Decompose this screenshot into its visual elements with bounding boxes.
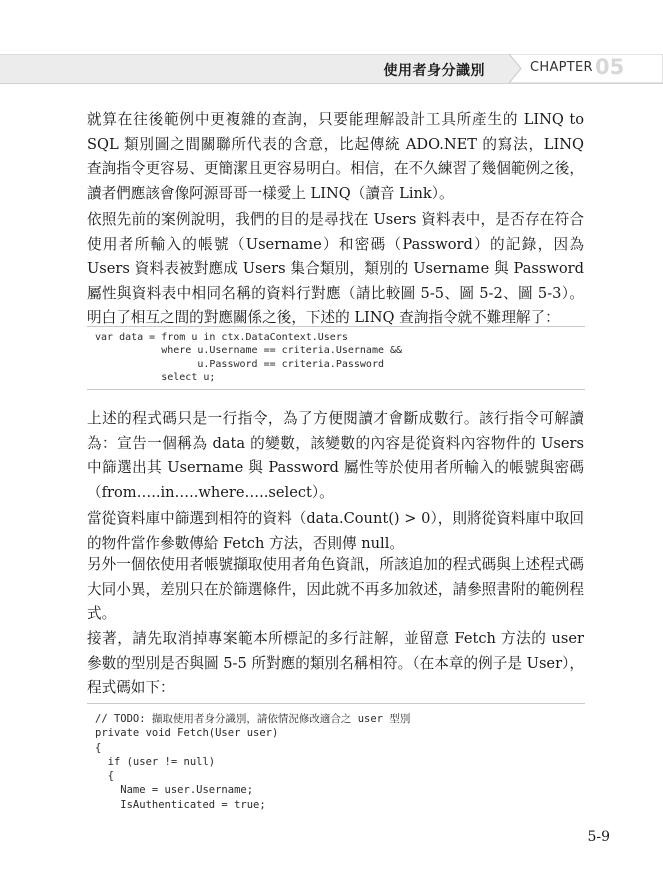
code-block-fetch-method (87, 703, 585, 820)
code-text-linq-query: var data = from u in ctx.DataContext.Users where u.Username == criteria.Username && u.Password == criteria.Password select u; (95, 332, 403, 384)
chapter-label: CHAPTER (530, 60, 593, 75)
paragraph-users-mapping: 依照先前的案例說明，我們的目的是尋找在 Users 資料表中，是否存在符合使用者所輸入的帳號（Username）和密碼（Password）的記錄，因為 Users 資料表被對應成 Users 集合類別，類別的 Username 與 Password 屬性與資料表中相同名稱的資料行對應（請比較圖 5-5、圖 5-2、圖 5-3）。明白了相互之間的對應關係之後，下述的 LINQ 查詢指令就不難理解了： (87, 211, 584, 327)
paragraph-query-explanation: 上述的程式碼只是一行指令，為了方便閱讀才會斷成數行。該行指令可解讀為：宣告一個稱為 data 的變數，該變數的內容是從資料內容物件的 Users 中篩選出其 Username 與 Password 屬性等於使用者所輸入的帳號與密碼（from…..in…..where…..select）。 (87, 410, 584, 501)
paragraph-fetch-instructions: 接著，請先取消掉專案範本所標記的多行註解，並留意 Fetch 方法的 user 參數的型別是否與圖 5-5 所對應的類別名稱相符。（在本章的例子是 User），程式碼如下： (87, 630, 584, 697)
paragraph-linq-intro: 就算在往後範例中更複雜的查詢，只要能理解設計工具所產生的 LINQ to SQL 類別圖之間關聯所代表的含意，比起傳統 ADO.NET 的寫法，LINQ 查詢指令更容易、更簡潔且更容易明白。相信，在不久練習了幾個範例之後，讀者們應該會像阿源哥哥一樣愛上 LINQ（讀音 Link）。 (87, 111, 584, 202)
chapter-number: 05 (595, 55, 625, 79)
paragraph-fetch-condition: 當從資料庫中篩選到相符的資料（data.Count() > 0），則將從資料庫中取回的物件當作參數傳給 Fetch 方法，否則傳 null。 (87, 510, 584, 552)
section-title: 使用者身分識別 (383, 63, 485, 79)
code-text-fetch-method: // TODO: 擷取使用者身分識別，請依情況修改適合之 user 型別 private void Fetch(User user) { if (user != null) { Name = user.Username; IsAuthenticated = true; (95, 713, 411, 811)
page-number: 5-9 (587, 829, 610, 845)
paragraph-role-lookup: 另外一個依使用者帳號擷取使用者角色資訊，所該追加的程式碼與上述程式碼大同小異，差別只在於篩選條件，因此就不再多加敘述，請參照書附的範例程式。 (87, 556, 584, 623)
code-block-linq-query (87, 326, 585, 390)
